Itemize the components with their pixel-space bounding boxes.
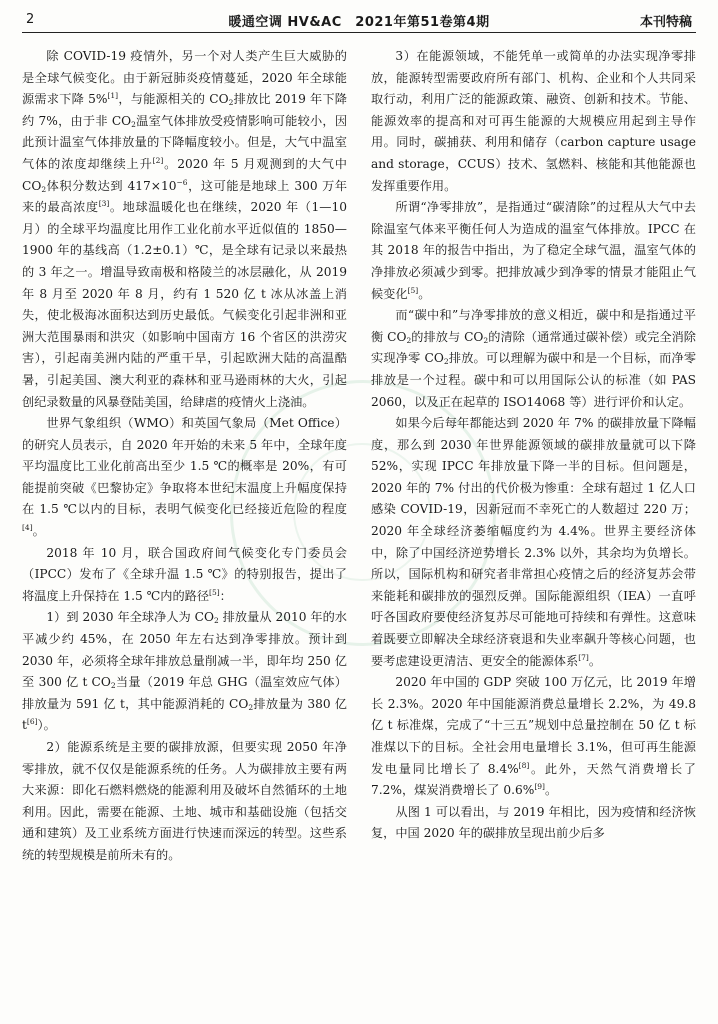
text: ： — [219, 588, 232, 603]
text: 3）在能源领域，不能凭单一或简单的办法实现净零排放，能源转型需要政府所有部门、机构、企业和个人共同采取行动，利用广泛的能源政策、融资、创新和技术。节能、能源效率的提高和对可再生能源的大规模应用起到主导作用。同时，碳捕获、利用和储存（carbon capture usage and storage，CCUS）技术、氢燃料、核能和其他能源也发挥重要作用。 — [371, 49, 696, 193]
text: ，与能源相关的 CO — [118, 92, 229, 107]
citation: [4] — [22, 523, 33, 533]
citation: [1] — [107, 91, 119, 101]
paragraph — [371, 197, 696, 305]
text: 的清除（通常通过碳补偿）或完全消除实现净零 CO — [371, 329, 696, 366]
subscript: 2 — [131, 119, 136, 129]
text: 。此外，天然气消费增长了 7.2%，煤炭消费增长了 0.6% — [371, 761, 696, 798]
subscript: 2 — [443, 357, 449, 367]
text: 1）到 2030 年全球净人为 CO — [46, 610, 214, 625]
text: 2018 年 10 月，联合国政府间气候变化专门委员会（IPCC）发布了《全球升温 1.5 ℃》的特别报告，提出了将温度上升保持在 1.5 ℃内的路径 — [22, 545, 347, 603]
text: 的排放与 CO — [411, 329, 484, 344]
text: ，这可能是地球上 300 万年来的最高浓度 — [22, 178, 348, 215]
text: 排放比 2019 年下降约 7%，由于非 CO — [22, 92, 347, 128]
paragraph — [22, 607, 347, 737]
citation: [5] — [407, 285, 419, 295]
text: 世界气象组织（WMO）和英国气象局（Met Office）的研究人员表示，自 2020 年开始的未来 5 年中，全球年度平均温度比工业化前高出至少 1.5 ℃的概率是 20%，有可能提前突破《巴黎协定》争取将本世纪末温度上升幅度保持在 1.5 ℃以内的目标，表明气候变化已经接近危险的程度 — [22, 416, 347, 517]
text: 从图 1 可以看出，与 2019 年相比，因为疫情和经济恢复，中国 2020 年的碳排放呈现出前少后多 — [371, 804, 696, 841]
subscript: 2 — [248, 702, 254, 712]
superscript: −6 — [176, 177, 188, 187]
paragraph — [22, 737, 347, 867]
citation: [9] — [534, 782, 545, 792]
left-column — [22, 46, 347, 867]
paragraph — [22, 543, 347, 608]
text: 。 — [418, 286, 431, 301]
citation: [7] — [578, 652, 589, 662]
paragraph — [371, 305, 696, 413]
subscript: 2 — [228, 98, 234, 108]
text: 所谓“净零排放”，是指通过“碳清除”的过程从大气中去除温室气体来平衡任何人为造成的温室气体排放。IPCC 在其 2018 年的报告中指出，为了稳定全球气温，温室气体的净排放必须减少到零。把排放减少到净零的情景才能阻止气候变化 — [371, 200, 696, 301]
text: ）。 — [37, 718, 56, 733]
paragraph — [371, 802, 696, 845]
right-column — [371, 46, 696, 845]
text: 如果今后每年都能达到 2020 年 7% 的碳排放量下降幅度，那么到 2030 年世界能源领域的碳排放量就可以下降 52%，实现 IPCC 年排放量下降一半的目标。但问题是，2020 年的 7% 付出的代价极为惨重：全球有超过 1 亿人口感染 COVID-19，因新冠而不幸死亡的人数超过 220 万；2020 年全球经济萎缩幅度约为 4.4%。世界主要经济体中，除了中国经济逆势增长 2.3% 以外，其余均为负增长。所以，国际机构和研究者非常担心疫情之后的经济复苏会带来能耗和碳排放的强烈反弹。国际能源组织（IEA）一直呼吁各国政府要使经济复苏尽可能地可持续和有弹性。这意味着既要立即解决全球经济衰退和失业率飙升等核心问题，也要考虑建设更清洁、更安全的能源体系 — [371, 416, 696, 668]
journal-title: 暖通空调 HV&AC 2021年第51卷第4期 — [228, 15, 490, 30]
subscript: 2 — [406, 335, 412, 345]
text: 2020 年中国的 GDP 突破 100 万亿元，比 2019 年增长 2.3%。2020 年中国能源消费总量增长 2.2%，为 49.8 亿 t 标准煤，完成了“十三五”规划中总量控制在 50 亿 t 标准煤以下的目标。全社会用电量增长 3.1%，但可再生能源发电量同比增长了 8.4% — [371, 675, 696, 776]
text: 。 — [544, 783, 558, 798]
text: 。 — [32, 524, 45, 539]
subscript: 2 — [213, 616, 219, 626]
text: 排放量为 380 亿 t — [22, 696, 347, 733]
text: 除 COVID-19 疫情外，另一个对人类产生巨大威胁的是全球气候变化。由于新冠肺炎疫情蔓延，2020 年全球能源需求下降 5% — [22, 49, 347, 107]
text: 排放量从 2010 年的水平减少约 45%，在 2050 年左右达到净零排放。预计到 2030 年，必须将全球年排放总量削减一半，即年均 250 亿至 300 亿 t CO — [22, 610, 347, 690]
subscript: 2 — [41, 184, 47, 194]
paragraph — [22, 46, 347, 413]
citation: [8] — [518, 760, 530, 770]
text: 而“碳中和”与净零排放的意义相近，碳中和是指通过平衡 CO — [371, 308, 696, 344]
paragraph — [371, 413, 696, 672]
text: 。2020 年 5 月观测到的大气中 CO — [22, 156, 347, 193]
text: 体积分数达到 417×10 — [46, 178, 177, 193]
citation: [5] — [209, 587, 220, 597]
section-label: 本刊特稿 — [639, 15, 692, 30]
text: 2）能源系统是主要的碳排放源，但要实现 2050 年净零排放，就不仅仅是能源系统的任务。人为碳排放主要有两大来源：即化石燃料燃烧的能源利用及破坏自然循环的土地利用。因此，需要在能源、土地、城市和基础设施（包括交通和建筑）及工业系统方面进行快速而深远的转型。这些系统的转型规模是前所未有的。 — [22, 740, 347, 862]
text: 。地球温暖化也在继续，2020 年（1—10 月）的全球平均温度比用作工业化前水平近似值的 1850—1900 年的基线高（1.2±0.1）℃，是全球有记录以来最热的 3 年之一。增温导致南极和格陵兰的冰层融化，从 2019 年 8 月至 2020 年 8 月，约有 1 520 亿 t 冰从冰盖上消失，使北极海冰面积达到历史最低。气候变化引起非洲和亚洲大范围暴雨和洪灾（如影响中国南方 16 个省区的洪涝灾害），引起南美洲内陆的严重干旱，引起欧洲大陆的高温酷暑，引起美国、澳大利亚的森林和亚马逊雨林的大火，引起创纪录数量的风暴登陆美国，给肆虐的疫情火上浇油。 — [22, 200, 347, 409]
text: 排放。可以理解为碳中和是一个目标，而净零排放是一个过程。碳中和可以用国际公认的标准（如 PAS 2060，以及正在起草的 ISO14068 等）进行评价和认定。 — [371, 351, 697, 409]
paragraph — [371, 46, 696, 197]
citation: [6] — [26, 717, 38, 727]
subscript: 2 — [110, 681, 116, 691]
paragraph — [371, 672, 696, 802]
page-header — [22, 8, 696, 33]
citation: [3] — [98, 199, 110, 209]
text: 。 — [588, 653, 601, 668]
subscript: 2 — [483, 335, 489, 345]
paragraph — [22, 413, 347, 543]
page-number: 2 — [26, 12, 35, 27]
text: 当量（2019 年总 GHG（温室效应气体）排放量为 591 亿 t，其中能源消耗的 CO — [22, 675, 347, 711]
text: 温室气体排放受疫情影响可能较小，因此预计温室气体排放量的下降幅度较小。但是，大气中温室气体的浓度却继续上升 — [22, 113, 348, 171]
citation: [2] — [152, 155, 164, 165]
